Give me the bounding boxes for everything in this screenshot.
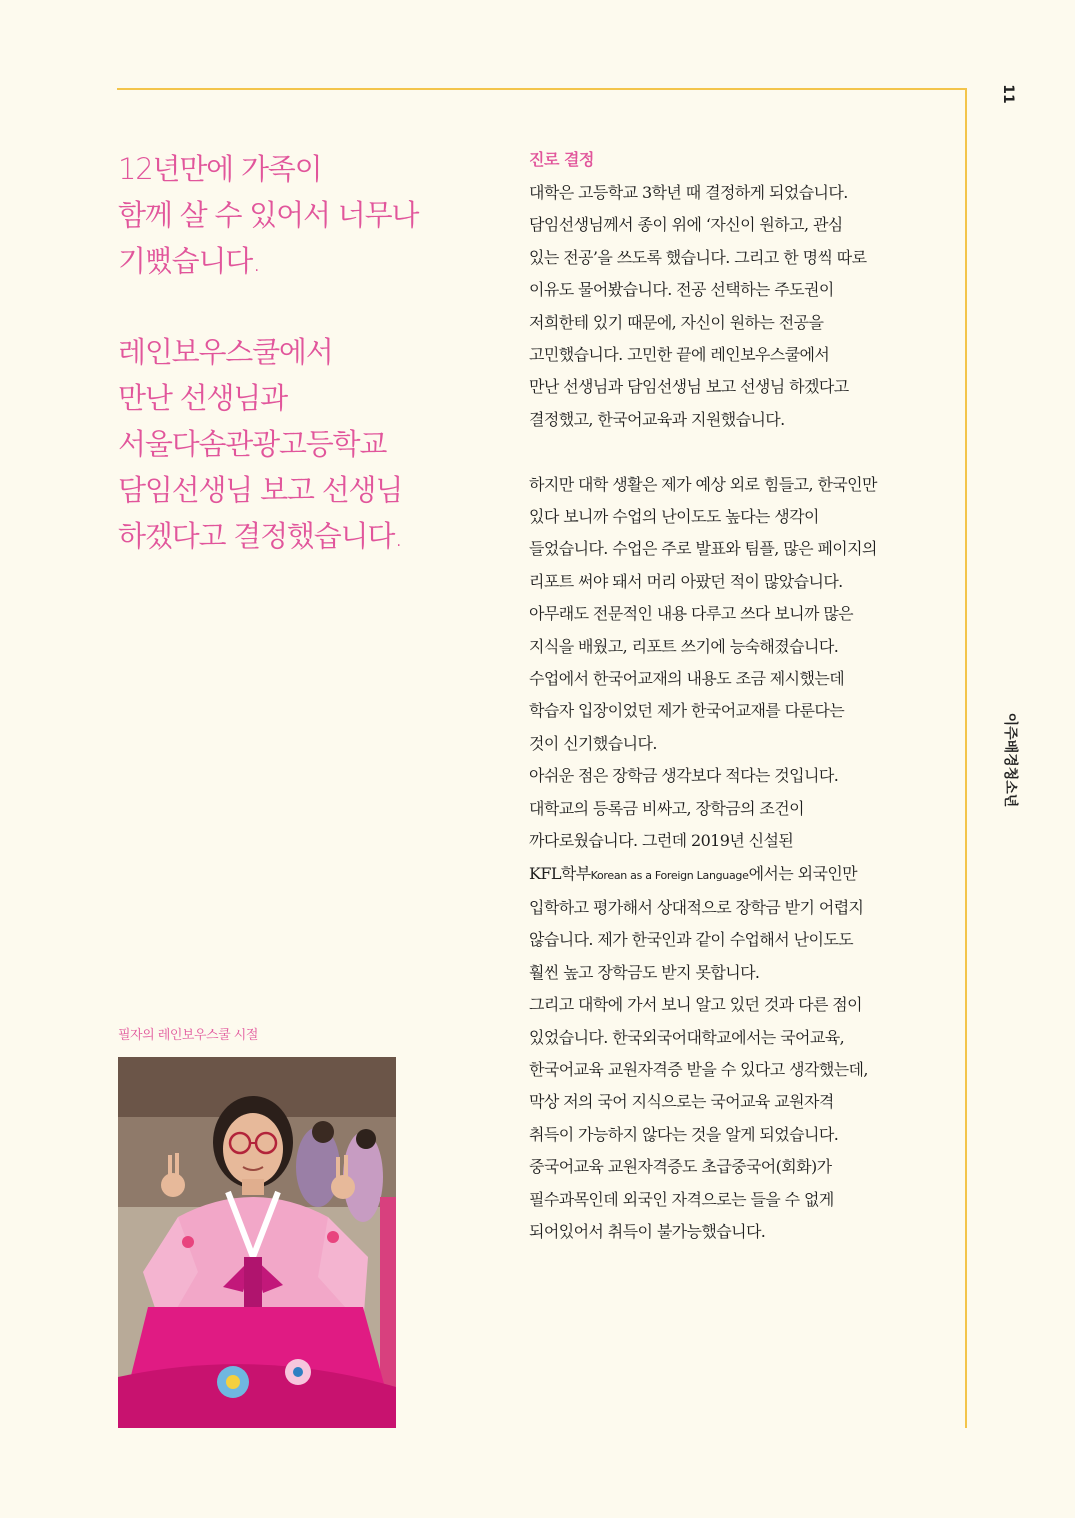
pull-quote-family xyxy=(118,146,498,284)
body-line: 있었습니다. 한국외국어대학교에서는 국어교육, xyxy=(529,1027,845,1047)
body-line: 저희한테 있기 때문에, 자신이 원하는 전공을 xyxy=(529,312,824,332)
body-line: 않습니다. 제가 한국인과 같이 수업해서 난이도도 xyxy=(529,930,854,950)
quote-line: 담임선생님 보고 선생님 xyxy=(118,473,403,507)
body-line: 아무래도 전문적인 내용 다루고 쓰다 보니까 많은 xyxy=(529,604,854,624)
pull-quote-decision xyxy=(118,329,498,559)
photo-caption: 필자의 레인보우스쿨 시절 xyxy=(118,1028,258,1043)
quote-line: 하겠다고 결정했습니다. xyxy=(118,519,403,553)
side-rule xyxy=(965,88,967,1428)
kfl-prefix: KFL학부 xyxy=(529,863,591,883)
body-line: 있는 전공’을 쓰도록 했습니다. 그리고 한 명씩 따로 xyxy=(529,247,867,267)
quote-line: 12년만에 가족이 xyxy=(118,152,322,186)
body-line: 훨씬 높고 장학금도 받지 못합니다. xyxy=(529,962,760,982)
body-line: 취득이 가능하지 않다는 것을 알게 되었습니다. xyxy=(529,1124,839,1144)
body-line: 들었습니다. 수업은 주로 발표와 팀플, 많은 페이지의 xyxy=(529,539,877,559)
body-line: 것이 신기했습니다. xyxy=(529,733,657,753)
body-line: 대학은 고등학교 3학년 때 결정하게 되었습니다. xyxy=(529,183,848,202)
page-number: 11 xyxy=(1000,84,1016,104)
kfl-english-term: Korean as a Foreign Language xyxy=(590,868,749,882)
body-line: 한국어교육 교원자격증 받을 수 있다고 생각했는데, xyxy=(529,1059,868,1079)
body-line: 이유도 물어봤습니다. 전공 선택하는 주도권이 xyxy=(529,280,834,300)
paragraph-2 xyxy=(529,469,909,1249)
body-line: 막상 저의 국어 지식으로는 국어교육 교원자격 xyxy=(529,1092,834,1112)
paragraph-1 xyxy=(529,177,909,436)
section-heading: 진로 결정 xyxy=(529,150,594,169)
body-line: 까다로웠습니다. 그런데 2019년 신설된 xyxy=(529,831,794,851)
student-hanbok-photo xyxy=(118,1057,396,1428)
body-line: 지식을 배웠고, 리포트 쓰기에 능숙해졌습니다. xyxy=(529,636,839,656)
body-line: 되어있어서 취득이 불가능했습니다. xyxy=(529,1221,766,1241)
body-line: 결정했고, 한국어교육과 지원했습니다. xyxy=(529,409,785,429)
body-line: 담임선생님께서 종이 위에 ‘자신이 원하고, 관심 xyxy=(529,215,843,235)
quote-line: 레인보우스쿨에서 xyxy=(118,335,333,369)
quote-line: 서울다솜관광고등학교 xyxy=(118,427,387,461)
kfl-suffix: 에서는 외국인만 xyxy=(748,863,858,883)
quote-line: 함께 살 수 있어서 너무나 xyxy=(118,198,419,232)
top-rule xyxy=(117,88,966,90)
paragraph-gap xyxy=(529,436,909,468)
article-body xyxy=(529,147,909,1248)
body-line: 수업에서 한국어교재의 내용도 조금 제시했는데 xyxy=(529,669,845,689)
body-line: 중국어교육 교원자격증도 초급중국어(회화)가 xyxy=(529,1157,832,1177)
body-line: 만난 선생님과 담임선생님 보고 선생님 하겠다고 xyxy=(529,377,849,397)
body-line: 대학교의 등록금 비싸고, 장학금의 조건이 xyxy=(529,798,804,818)
body-line: 리포트 써야 돼서 머리 아팠던 적이 많았습니다. xyxy=(529,571,843,591)
kfl-line xyxy=(529,858,909,892)
body-line: 아쉬운 점은 장학금 생각보다 적다는 것입니다. xyxy=(529,766,839,786)
body-line: 그리고 대학에 가서 보니 알고 있던 것과 다른 점이 xyxy=(529,995,863,1015)
body-line: 고민했습니다. 고민한 끝에 레인보우스쿨에서 xyxy=(529,345,830,365)
quote-line: 기뻤습니다. xyxy=(118,244,261,278)
quote-line: 만난 선생님과 xyxy=(118,381,287,415)
body-line: 학습자 입장이었던 제가 한국어교재를 다룬다는 xyxy=(529,701,845,721)
body-line: 필수과목인데 외국인 자격으로는 들을 수 없게 xyxy=(529,1189,834,1209)
body-line: 하지만 대학 생활은 제가 예상 외로 힘들고, 한국인만 xyxy=(529,474,877,494)
body-line: 있다 보니까 수업의 난이도도 높다는 생각이 xyxy=(529,507,819,527)
body-line: 입학하고 평가해서 상대적으로 장학금 받기 어렵지 xyxy=(529,897,864,917)
magazine-name: 이주배경청소년 xyxy=(1002,712,1018,808)
